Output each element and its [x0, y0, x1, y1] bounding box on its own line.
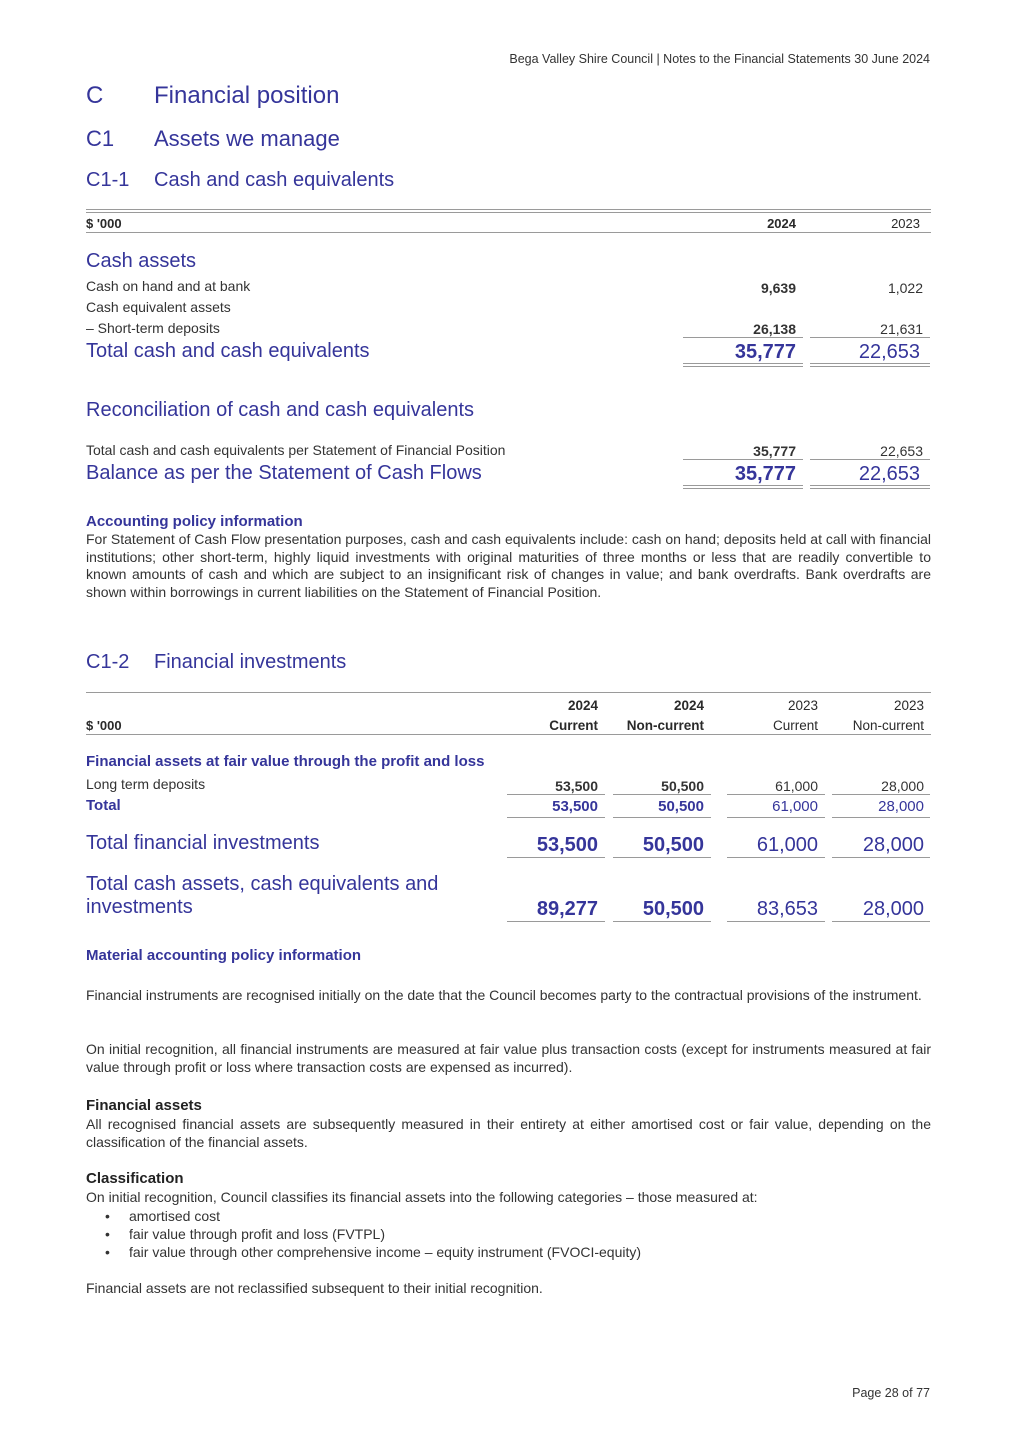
col-a-type: Current: [549, 718, 598, 733]
subtotal-rule: [683, 459, 803, 460]
total-fi-c: 61,000: [756, 834, 818, 856]
bullet-text: fair value through other comprehensive income – equity instrument (FVOCI-equity): [129, 1244, 642, 1260]
total-rule: [613, 857, 711, 858]
heading-c1-2: [0, 651, 1013, 677]
total-value-b: 50,500: [658, 798, 704, 815]
row-label: Cash equivalent assets: [86, 299, 231, 315]
heading-c1-2-title: Financial investments: [154, 651, 347, 673]
total-rule: [832, 857, 930, 858]
total-fi-b: 50,500: [642, 834, 704, 856]
total-rule: [613, 817, 711, 818]
col-c-year: 2023: [787, 698, 818, 713]
heading-c1: [0, 126, 1013, 154]
heading-c1-title: Assets we manage: [154, 126, 340, 151]
total-fi-label: Total financial investments: [86, 832, 320, 854]
unit-label: $ '000: [86, 718, 122, 733]
bullet-icon: •: [105, 1208, 110, 1224]
row-label: – Short-term deposits: [86, 320, 220, 336]
reconciliation-title: Reconciliation of cash and cash equivalents: [86, 399, 475, 421]
row-value-d: 28,000: [881, 778, 924, 794]
total-rule: [683, 485, 803, 489]
material-policy-p1: Financial instruments are recognised initially on the date that the Council becomes party to the contractual provisions of the instrument.: [86, 987, 922, 1003]
total-rule: [683, 363, 803, 367]
total-rule: [832, 921, 930, 922]
col-header-2023: 2023: [891, 216, 920, 231]
col-d-type: Non-current: [852, 718, 924, 733]
material-policy-title: Material accounting policy information: [86, 947, 362, 964]
bullet-item: [105, 1244, 641, 1260]
total-fi-d: 28,000: [862, 834, 924, 856]
total-rule: [727, 817, 825, 818]
total-rule: [810, 363, 930, 367]
total-rule: [613, 921, 711, 922]
row-value-2023: 1,022: [887, 280, 923, 296]
balance-2023: 22,653: [858, 463, 920, 485]
bullet-text: fair value through profit and loss (FVTPL): [129, 1226, 386, 1242]
total-fi-a: 53,500: [536, 834, 598, 856]
reconciliation-row-label: Total cash and cash equivalents per Statement of Financial Position: [86, 442, 506, 458]
header-rule: [86, 232, 931, 233]
heading-c-code: C: [86, 82, 104, 109]
total-all-a: 89,277: [536, 898, 598, 920]
table-top-rule: [86, 692, 931, 693]
subtotal-rule: [810, 459, 930, 460]
classification-text: On initial recognition, Council classifies its financial assets into the following categories – those measured at:: [86, 1189, 758, 1205]
subtotal-rule: [810, 337, 930, 338]
col-header-2024: 2024: [767, 216, 796, 231]
row-value-a: 53,500: [555, 778, 598, 794]
bullet-icon: •: [105, 1244, 110, 1260]
total-all-d: 28,000: [862, 898, 924, 920]
fvtpl-title: Financial assets at fair value through the profit and loss: [86, 753, 485, 770]
bullet-item: [105, 1208, 220, 1224]
bullet-item: [105, 1226, 385, 1242]
col-d-year: 2023: [893, 698, 924, 713]
heading-c: [0, 82, 1013, 112]
accounting-policy-title: Accounting policy information: [86, 513, 303, 530]
page-header: Bega Valley Shire Council | Notes to the Financial Statements 30 June 2024: [509, 52, 930, 66]
total-rule: [507, 857, 605, 858]
row-label: Cash on hand and at bank: [86, 278, 251, 294]
total-all-b: 50,500: [642, 898, 704, 920]
bullet-text: amortised cost: [129, 1208, 221, 1224]
total-value-a: 53,500: [552, 798, 598, 815]
bullet-icon: •: [105, 1226, 110, 1242]
financial-assets-title: Financial assets: [86, 1097, 202, 1114]
row-value-2024: 9,639: [760, 280, 796, 296]
cash-assets-title: Cash assets: [86, 250, 197, 272]
col-a-year: 2024: [567, 698, 598, 713]
heading-c1-2-code: C1-2: [86, 651, 130, 673]
col-c-type: Current: [772, 718, 818, 733]
total-cash-label: Total cash and cash equivalents: [86, 340, 370, 362]
row-value-2024: 26,138: [753, 321, 796, 337]
total-rule: [810, 485, 930, 489]
heading-c1-1-title: Cash and cash equivalents: [154, 169, 395, 191]
subtotal-rule: [832, 794, 930, 795]
total-rule: [507, 817, 605, 818]
subtotal-rule: [507, 794, 605, 795]
heading-c1-code: C1: [86, 126, 115, 151]
subtotal-rule: [613, 794, 711, 795]
reconciliation-row-2024: 35,777: [753, 443, 796, 459]
total-label: Total: [86, 797, 121, 814]
total-rule: [832, 817, 930, 818]
heading-c1-1: [0, 169, 1013, 195]
row-value-c: 61,000: [775, 778, 818, 794]
total-value-d: 28,000: [878, 798, 924, 815]
page-number: Page 28 of 77: [852, 1386, 930, 1400]
closing-text: Financial assets are not reclassified subsequent to their initial recognition.: [86, 1280, 543, 1296]
total-all-c: 83,653: [756, 898, 818, 920]
row-value-b: 50,500: [661, 778, 704, 794]
table-top-rule: [86, 209, 931, 213]
total-rule: [727, 921, 825, 922]
header-rule: [86, 734, 931, 735]
balance-label: Balance as per the Statement of Cash Flows: [86, 462, 482, 484]
financial-assets-text: All recognised financial assets are subsequently measured in their entirety at either amortised cost or fair value, depending on the classification of the financial assets.: [86, 1116, 931, 1150]
total-rule: [507, 921, 605, 922]
total-value-c: 61,000: [772, 798, 818, 815]
col-b-type: Non-current: [626, 718, 704, 733]
row-value-2023: 21,631: [880, 321, 923, 337]
total-rule: [727, 857, 825, 858]
subtotal-rule: [727, 794, 825, 795]
accounting-policy-text: For Statement of Cash Flow presentation purposes, cash and cash equivalents include: cash on hand; deposits held at call with financial institutions; other short-term, highly liquid investments with original maturities of three months or less that are readily convertible to known amounts of cash and which are subject to an insignificant risk of changes in value; and bank overdrafts. Bank overdrafts are shown within borrowings in current liabilities on the Statement of Financial Position.: [86, 531, 931, 600]
subtotal-rule: [683, 337, 803, 338]
material-policy-p2: On initial recognition, all financial instruments are measured at fair value plus transaction costs (except for instruments measured at fair value through profit or loss where transaction costs are expensed as incurred).: [86, 1041, 931, 1075]
unit-label: $ '000: [86, 216, 122, 231]
total-cash-2024: 35,777: [734, 341, 796, 363]
classification-title: Classification: [86, 1170, 184, 1187]
heading-c1-1-code: C1-1: [86, 169, 130, 191]
balance-2024: 35,777: [734, 463, 796, 485]
heading-c-title: Financial position: [154, 82, 340, 109]
total-all-label-line2: investments: [86, 896, 193, 918]
total-cash-2023: 22,653: [858, 341, 920, 363]
reconciliation-row-2023: 22,653: [880, 443, 923, 459]
row-label: Long term deposits: [86, 776, 206, 792]
col-b-year: 2024: [673, 698, 704, 713]
total-all-label-line1: Total cash assets, cash equivalents and: [86, 873, 439, 895]
